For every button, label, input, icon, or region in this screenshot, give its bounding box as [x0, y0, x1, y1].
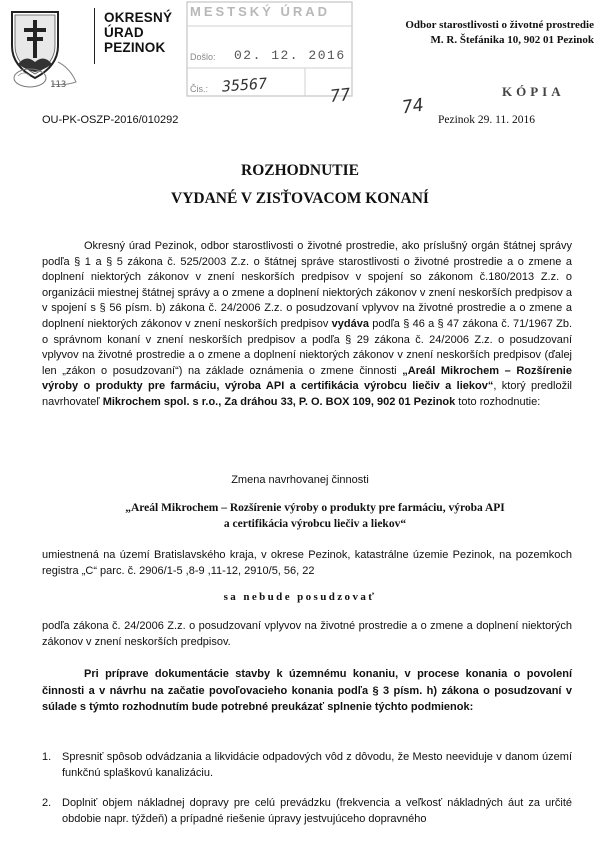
change-label: Zmena navrhovanej činnosti — [231, 474, 369, 486]
crest-number: 113 — [50, 80, 67, 90]
intro-vydava: vydáva — [331, 317, 369, 330]
project-title — [80, 500, 550, 532]
office-name-line2: ÚRAD — [104, 25, 144, 40]
project-title-line1: „Areál Mikrochem – Rozšírenie výroby o produkty pre farmáciu, výroba API — [125, 502, 505, 514]
intro-part-2: podľa § 46 a § 47 zákona č. 71/1967 Zb. o správnom konaní v znení neskorších predpisov a podľa § 29 zákona č. 24/2006 Z.z. o posudzovaní vplyvov na životné prostredie a o zmene a doplnení niektorých zákonov v znení neskorších predpisov (ďalej len „zákon o posudzovaní“) na základe oznámenia o zmene činnosti — [42, 317, 572, 377]
intro-part-3: , ktorý predložil navrhovateľ — [42, 380, 572, 408]
coat-of-arms-icon — [6, 6, 88, 90]
handwritten-note-b: 74 — [400, 94, 426, 119]
header-divider — [94, 8, 95, 64]
department-header — [358, 18, 594, 48]
handwritten-note-a: 77 — [329, 84, 352, 108]
condition-text: Doplniť objem nákladnej dopravy pre celú prevádzku (frekvencia a veľkosť nákladných áut za určité obdobie napr. týždeň) a prípadné riešenie úpravy jestvujúceho dopravného — [62, 797, 572, 825]
condition-item-1 — [42, 749, 572, 785]
intro-paragraph — [42, 239, 572, 411]
project-title-line2: a certifikácia výrobcu liečiv a liekov“ — [223, 518, 407, 530]
location-text: umiestnená na území Bratislavského kraja, v okrese Pezinok, katastrálne územie Pezinok, na pozemkoch registra „C“ parc. č. 2906/1-5 ,8-9 ,11-12, 2910/5, 56, 22 — [42, 549, 572, 577]
place-and-date: Pezinok 29. 11. 2016 — [438, 114, 535, 126]
stamp-received-date: 02. 12. 2016 — [234, 48, 346, 63]
office-name-line3: PEZINOK — [104, 40, 166, 55]
document-subtitle: VYDANÉ V ZISŤOVACOM KONANÍ — [171, 190, 429, 207]
department-name: Odbor starostlivosti o životné prostredie — [405, 19, 594, 31]
handwritten-number: 35567 — [221, 74, 268, 96]
conditions-intro: Pri príprave dokumentácie stavby k územnému konaniu, v procese konania o povolení činnosti a v návrhu na začatie povoľovacieho konania podľa § 3 písm. h) zákona o posudzovaní v súlade s týmto rozhodnutím bude potrebné preukázať splnenie týchto podmienok: — [42, 668, 572, 713]
reference-number: OU-PK-OSZP-2016/010292 — [42, 114, 179, 126]
intro-part-1: Okresný úrad Pezinok, odbor starostlivosti o životné prostredie, ako príslušný orgán štátnej správy podľa § 1 a § 5 zákona č. 525/2003 Z.z. o štátnej správe starostlivosti o životné prostredie a o zmene a doplnení niektorých zákonov v znení neskorších predpisov v spojení so zákonom č.180/2013 Z.z. o organizácii miestnej štátnej správy a o zmene a doplnení niektorých zákonov v znení neskorších predpisov a v spojení s § 56 písm. b) zákona č. 24/2006 Z.z. o posudzovaní vplyvov na životné prostredie a o zmene a doplnení niektorých zákonov v znení neskorších predpisov — [42, 240, 572, 330]
intro-proposer: Mikrochem spol. s r.o., Za dráhou 33, P. O. BOX 109, 902 01 Pezinok — [102, 395, 456, 408]
stamp-number-label: Čis.: — [190, 84, 208, 94]
office-name-line1: OKRESNÝ — [104, 10, 173, 25]
law-text: podľa zákona č. 24/2006 Z.z. o posudzovaní vplyvov na životné prostredie a o zmene a doplnení niektorých zákonov v znení neskorších predpisov. — [42, 620, 572, 648]
condition-number: 1. — [42, 751, 52, 763]
intro-activity: „Areál Mikrochem – Rozšírenie výroby o produkty pre farmáciu, výroba API a certifikácia výrobcu liečiv a liekov“ — [42, 364, 572, 393]
condition-text: Spresniť spôsob odvádzania a likvidácie odpadových vôd z dôvodu, že Mesto neeviduje v danom území funkčnú splaškovú kanalizáciu. — [62, 751, 572, 779]
condition-item-2 — [42, 795, 572, 847]
intro-part-4: toto rozhodnutie: — [455, 395, 541, 408]
copy-stamp: KÓPIA — [502, 84, 565, 99]
decision-statement: sa nebude posudzovať — [223, 591, 377, 603]
stamp-title: MESTSKÝ ÚRAD — [190, 4, 331, 19]
stamp-received-label: Došlo: — [190, 52, 216, 62]
condition-number: 2. — [42, 797, 52, 809]
document-title: ROZHODNUTIE — [241, 162, 359, 179]
office-name — [104, 10, 172, 55]
department-address: M. R. Štefánika 10, 902 01 Pezinok — [430, 34, 594, 46]
